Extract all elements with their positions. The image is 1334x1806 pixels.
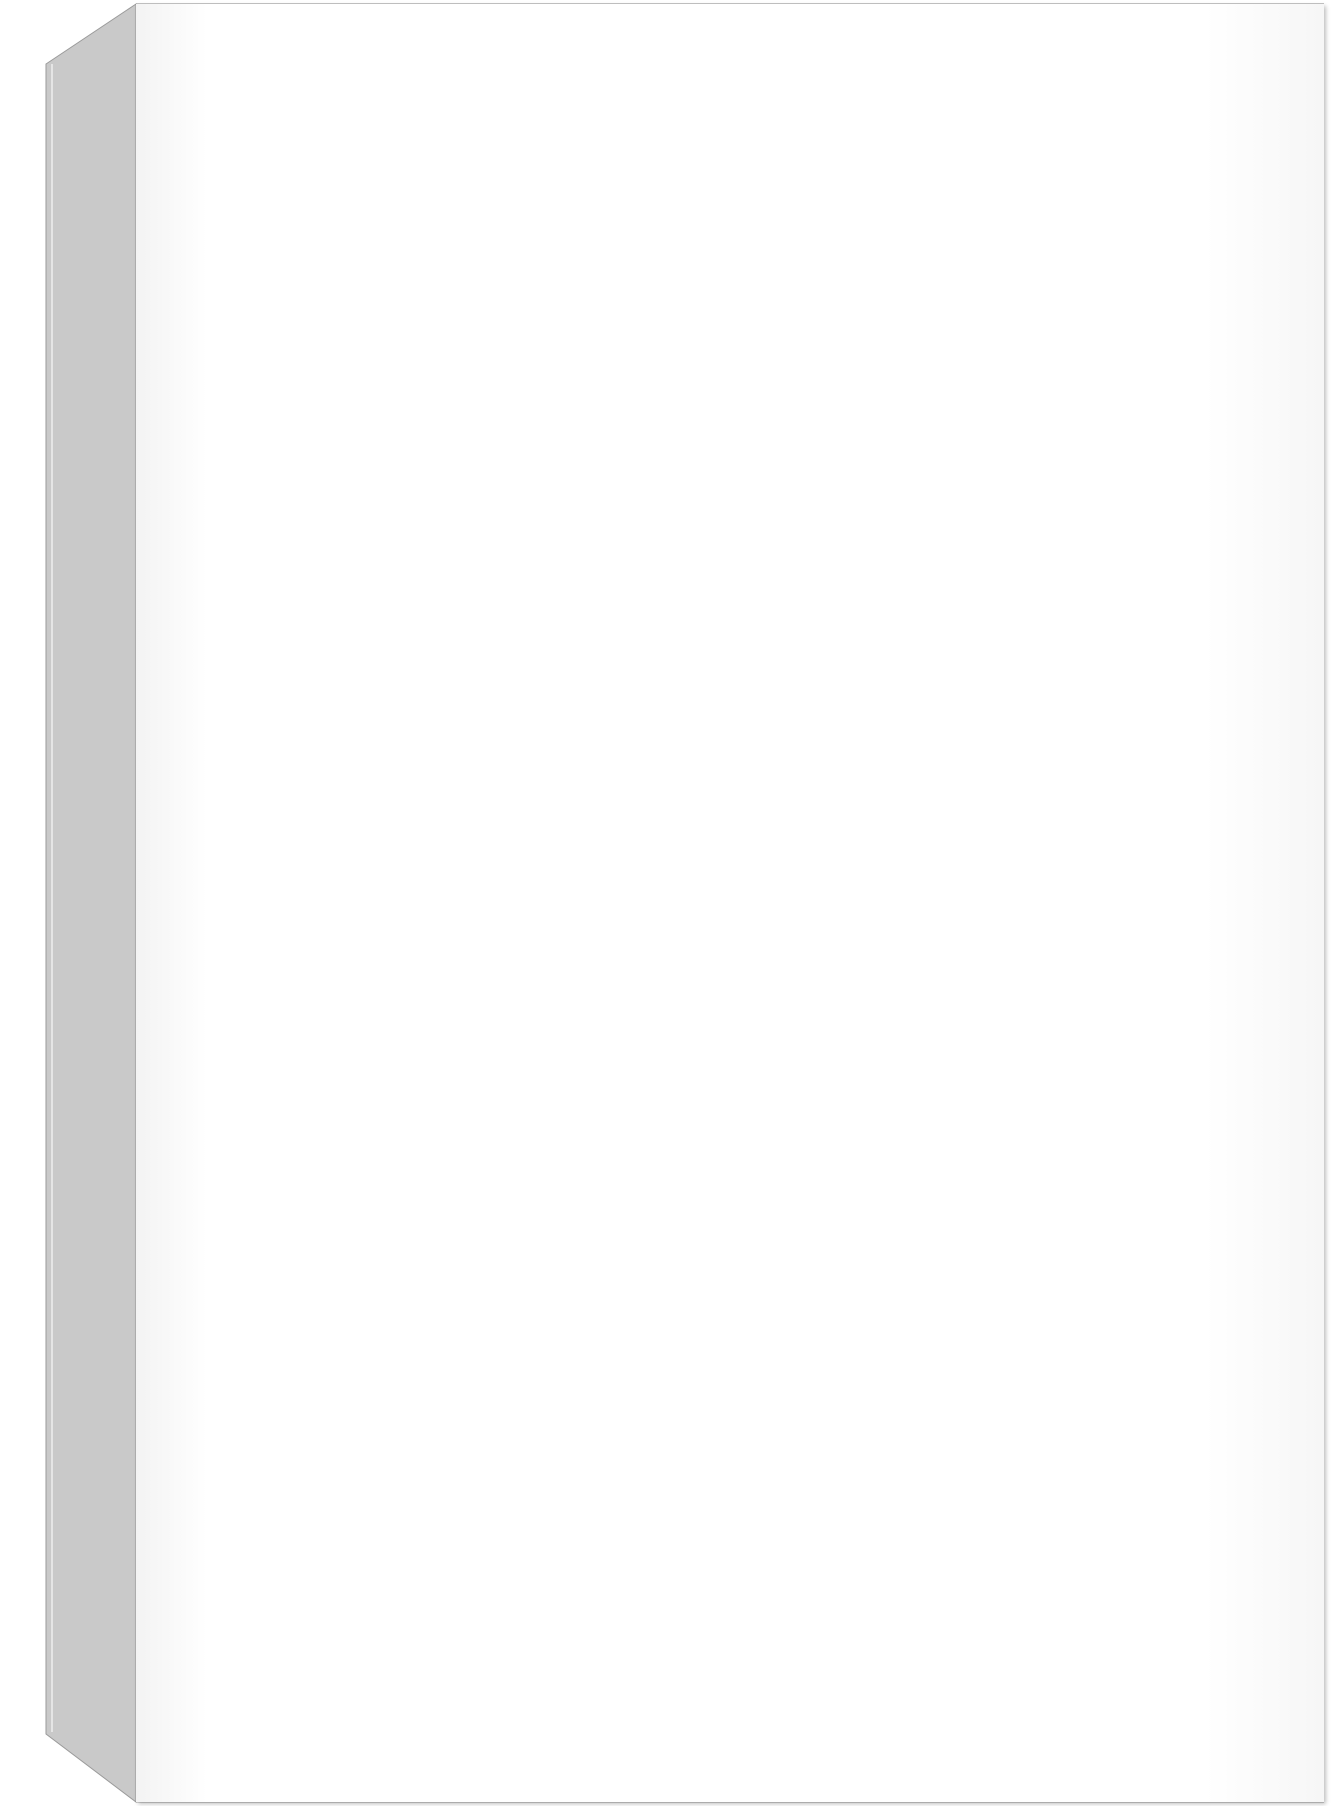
spacer	[314, 210, 1186, 260]
page-body	[314, 210, 1186, 309]
section-title	[314, 260, 1186, 310]
